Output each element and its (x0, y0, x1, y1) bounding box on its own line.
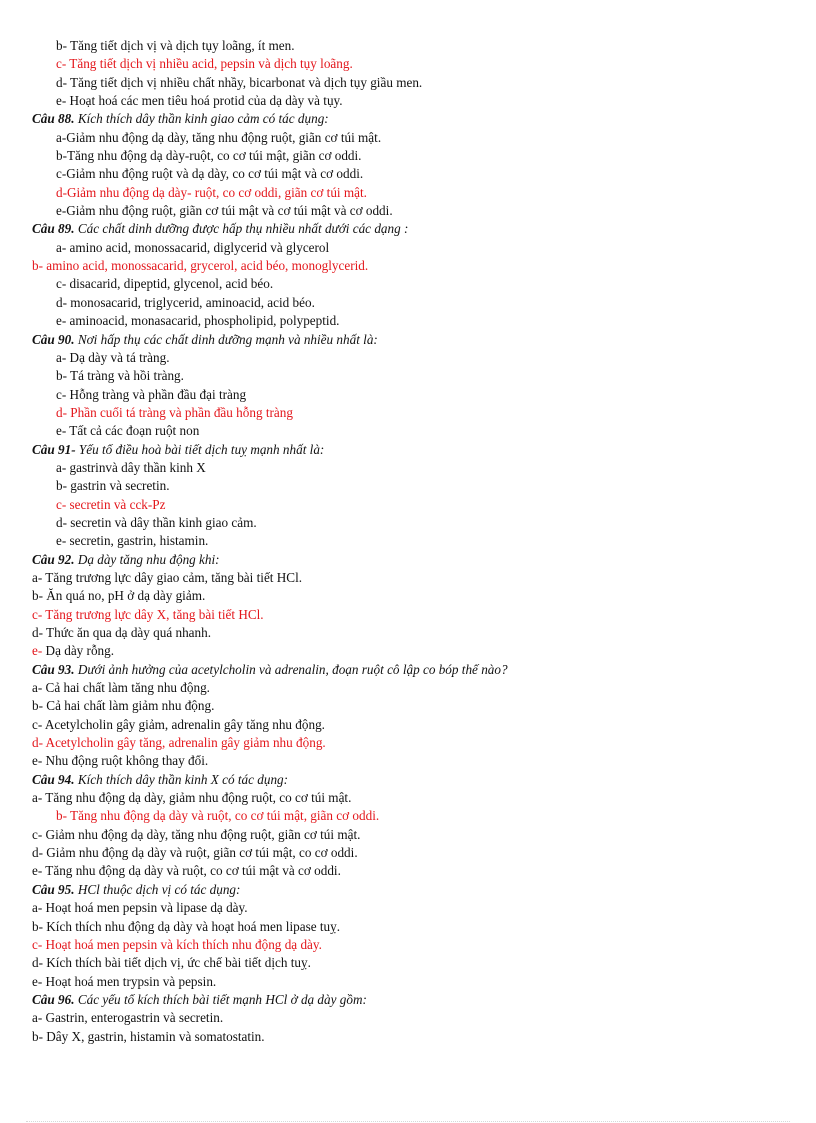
question-number: Câu 90. (32, 331, 75, 347)
answer-option: b-Tăng nhu động dạ dày-ruột, co cơ túi mật, giãn cơ oddi. (56, 148, 362, 164)
answer-option (0, 642, 816, 660)
question-text: HCl thuộc dịch vị có tác dụng: (74, 881, 241, 897)
answer-option: a- gastrinvà dây thần kinh X (56, 459, 206, 475)
question-heading (0, 110, 816, 128)
question-heading (0, 220, 816, 238)
answer-option: e-Giảm nhu động ruột, giãn cơ túi mật và cơ túi mật và cơ oddi. (56, 203, 393, 219)
question-text: Kích thích dây thần kinh X có tác dụng: (74, 771, 289, 787)
answer-option: a- Dạ dày và tá tràng. (56, 349, 170, 365)
answer-option-correct: b- amino acid, monossacarid, grycerol, acid béo, monoglycerid. (32, 258, 369, 274)
question-text: Nơi hấp thụ các chất dinh dưỡng mạnh và nhiều nhất là: (74, 331, 378, 347)
answer-option: b- Tá tràng và hồi tràng. (56, 368, 184, 384)
answer-option: c- Hỗng tràng và phần đầu đại tràng (56, 386, 247, 402)
answer-option: a- Tăng trương lực dây giao cảm, tăng bài tiết HCl. (32, 569, 303, 585)
question-text: Các yếu tố kích thích bài tiết mạnh HCl ở dạ dày gồm: (74, 991, 367, 1007)
answer-option: a- Cả hai chất làm tăng nhu động. (32, 680, 210, 696)
answer-option-correct: d- Phần cuối tá tràng và phần đầu hỗng tràng (56, 404, 293, 420)
question-number: Câu 89. (32, 221, 75, 237)
answer-option: e- Hoạt hoá các men tiêu hoá protid của dạ dày và tụy. (56, 93, 343, 109)
answer-text: Dạ dày rỗng. (42, 643, 115, 659)
question-number: Câu 96. (32, 991, 75, 1007)
answer-option: b- gastrin và secretin. (56, 478, 170, 494)
answer-option: c- disacarid, dipeptid, glycenol, acid béo. (56, 276, 274, 292)
answer-option: a- Tăng nhu động dạ dày, giảm nhu động ruột, co cơ túi mật. (32, 790, 352, 806)
answer-option: a- Hoạt hoá men pepsin và lipase dạ dày. (32, 900, 248, 916)
document-page (0, 37, 816, 1046)
question-heading (0, 881, 816, 899)
question-text: Dưới ảnh hưởng của acetylcholin và adrenalin, đoạn ruột cô lập co bóp thế nào? (74, 661, 508, 677)
answer-option-correct: c- secretin và cck-Pz (56, 496, 166, 512)
answer-prefix: e- (32, 643, 43, 659)
answer-option: a- Gastrin, enterogastrin và secretin. (32, 1010, 224, 1026)
question-number: Câu 88. (32, 111, 75, 127)
question-text: Các chất dinh dưỡng được hấp thụ nhiều nhất dưới các dạng : (74, 221, 409, 237)
answer-option: c-Giảm nhu động ruột và dạ dày, co cơ túi mật và cơ oddi. (56, 166, 364, 182)
answer-option: d- Thức ăn qua dạ dày quá nhanh. (32, 625, 212, 640)
answer-option: b- Dây X, gastrin, histamin và somatostatin. (32, 1028, 265, 1044)
page-divider (26, 1121, 790, 1122)
question-heading (0, 661, 816, 679)
answer-option: d- Kích thích bài tiết dịch vị, ức chế bài tiết dịch tuỵ. (32, 955, 311, 971)
question-number: Câu 92. (32, 551, 75, 567)
answer-option: e- Hoạt hoá men trypsin và pepsin. (32, 973, 217, 989)
question-heading (0, 771, 816, 789)
answer-option: d- secretin và dây thần kinh giao cảm. (56, 514, 257, 530)
question-number: Câu 93. (32, 661, 75, 677)
answer-option: b- Cả hai chất làm giảm nhu động. (32, 698, 215, 714)
answer-option: b- Kích thích nhu động dạ dày và hoạt hoá men lipase tuỵ. (32, 918, 341, 934)
answer-option-correct: b- Tăng nhu động dạ dày và ruột, co cơ túi mật, giãn cơ oddi. (56, 808, 380, 824)
question-text: Kích thích dây thần kinh giao cảm có tác dụng: (74, 111, 329, 127)
answer-option: e- Nhu động ruột không thay đổi. (32, 753, 209, 769)
answer-option: e- aminoacid, monasacarid, phospholipid, polypeptid. (56, 313, 340, 329)
question-heading (0, 991, 816, 1009)
answer-option: e- secretin, gastrin, histamin. (56, 533, 209, 549)
answer-option-correct: c- Hoạt hoá men pepsin và kích thích nhu động dạ dày. (32, 936, 322, 952)
answer-option: b- Tăng tiết dịch vị và dịch tụy loãng, ít men. (56, 38, 295, 53)
answer-option: e- Tất cả các đoạn ruột non (56, 423, 200, 439)
question-text: Dạ dày tăng nhu động khi: (74, 551, 220, 567)
answer-option-correct: c- Tăng tiết dịch vị nhiều acid, pepsin và dịch tụy loãng. (56, 56, 353, 72)
answer-option: c- Acetylcholin gây giảm, adrenalin gây tăng nhu động. (32, 716, 325, 732)
answer-option: d- Tăng tiết dịch vị nhiều chất nhầy, bicarbonat và dịch tụy giầu men. (56, 74, 423, 90)
answer-option: d- Giảm nhu động dạ dày và ruột, giãn cơ túi mật, co cơ oddi. (32, 845, 358, 861)
answer-option: b- Ăn quá no, pH ở dạ dày giảm. (32, 588, 206, 604)
question-number: Câu 94. (32, 771, 75, 787)
answer-option: c- Giảm nhu động dạ dày, tăng nhu động ruột, giãn cơ túi mật. (32, 826, 361, 842)
answer-option-correct: c- Tăng trương lực dây X, tăng bài tiết HCl. (32, 606, 264, 622)
answer-option: a-Giảm nhu động dạ dày, tăng nhu động ruột, giãn cơ túi mật. (56, 129, 382, 145)
question-heading (0, 441, 816, 459)
question-heading (0, 331, 816, 349)
answer-option: a- amino acid, monossacarid, diglycerid và glycerol (56, 239, 330, 255)
answer-option-correct: d-Giảm nhu động dạ dày- ruột, co cơ oddi, giãn cơ túi mật. (56, 184, 367, 200)
question-text: Yếu tố điều hoà bài tiết dịch tuỵ mạnh nhất là: (75, 441, 325, 457)
answer-option-correct: d- Acetylcholin gây tăng, adrenalin gây giảm nhu động. (32, 735, 326, 751)
answer-option: e- Tăng nhu động dạ dày và ruột, co cơ túi mật và cơ oddi. (32, 863, 341, 879)
question-number: Câu 91- (32, 441, 76, 457)
question-heading (0, 551, 816, 569)
answer-option: d- monosacarid, triglycerid, aminoacid, acid béo. (56, 294, 315, 310)
question-number: Câu 95. (32, 881, 75, 897)
